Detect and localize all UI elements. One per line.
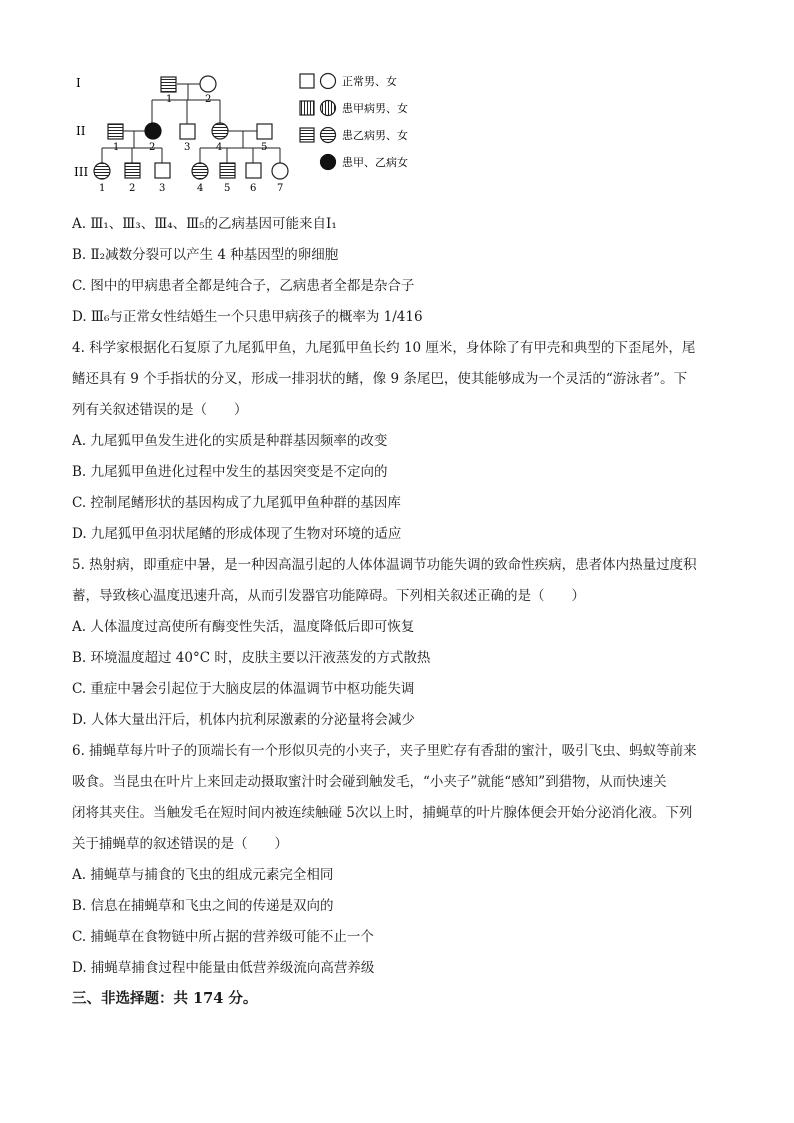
q6-option-a: A. 捕蝇草与捕食的飞虫的组成元素完全相同 bbox=[72, 867, 334, 883]
legend-jia-label: 患甲病男、女 bbox=[342, 102, 408, 115]
pedigree-iii4-female-yi bbox=[192, 163, 208, 179]
q3-option-c: C. 图中的甲病患者全都是纯合子，乙病患者全都是杂合子 bbox=[72, 278, 415, 294]
q6-option-b: B. 信息在捕蝇草和飞虫之间的传递是双向的 bbox=[72, 898, 334, 914]
q6-stem-line-3: 闭将其夹住。当触发毛在短时间内被连续触碰 5次以上时，捕蝇草的叶片腺体便会开始分泌消化液。下列 bbox=[72, 805, 693, 821]
pedigree-ii5-number: 5 bbox=[261, 142, 268, 153]
pedigree-iii1-female-yi bbox=[94, 163, 110, 179]
q3-option-b: B. Ⅱ₂减数分裂可以产生 4 种基因型的卵细胞 bbox=[72, 247, 339, 263]
generation-label-iii: III bbox=[74, 165, 89, 179]
legend-jia-yi-female-symbol bbox=[321, 155, 336, 170]
q4-option-d: D. 九尾狐甲鱼羽状尾鳍的形成体现了生物对环境的适应 bbox=[72, 526, 402, 542]
q4-stem-line-1: 4. 科学家根据化石复原了九尾狐甲鱼，九尾狐甲鱼长约 10 厘米，身体除了有甲壳和典型的下歪尾外，尾 bbox=[72, 340, 696, 356]
q6-stem-line-2: 吸食。当昆虫在叶片上来回走动摄取蜜汁时会碰到触发毛，“小夹子”就能“感知”到猎物，从而快速关 bbox=[72, 774, 667, 790]
q4-option-c: C. 控制尾鳍形状的基因构成了九尾狐甲鱼种群的基因库 bbox=[72, 495, 401, 511]
q6-option-c: C. 捕蝇草在食物链中所占据的营养级可能不止一个 bbox=[72, 929, 374, 945]
pedigree-iii6-number: 6 bbox=[250, 183, 257, 194]
pedigree-iii2-male-yi bbox=[125, 163, 140, 178]
pedigree-iii5-number: 5 bbox=[224, 183, 231, 194]
q5-option-a: A. 人体温度过高使所有酶变性失活，温度降低后即可恢复 bbox=[72, 619, 415, 635]
pedigree-ii2-number: 2 bbox=[149, 142, 156, 153]
q3-option-a: A. Ⅲ₁、Ⅲ₃、Ⅲ₄、Ⅲ₅的乙病基因可能来自Ⅰ₁ bbox=[72, 216, 337, 232]
pedigree-diagram bbox=[60, 60, 440, 200]
q6-stem-line-4: 关于捕蝇草的叙述错误的是（ ） bbox=[72, 836, 288, 852]
pedigree-iii1-number: 1 bbox=[99, 183, 106, 194]
pedigree-i1-male-yi bbox=[161, 77, 176, 92]
pedigree-iii4-number: 4 bbox=[197, 183, 204, 194]
legend-yi-male-symbol bbox=[300, 128, 314, 142]
pedigree-ii1-male-yi bbox=[108, 124, 123, 139]
pedigree-i1-number: 1 bbox=[166, 94, 173, 105]
pedigree-iii6-male-normal bbox=[246, 163, 261, 178]
pedigree-ii3-male-normal bbox=[180, 124, 195, 139]
legend-yi-label: 患乙病男、女 bbox=[342, 129, 408, 142]
pedigree-ii1-number: 1 bbox=[113, 142, 120, 153]
legend-jia-male-symbol bbox=[300, 101, 314, 115]
q4-stem-line-2: 鳍还具有 9 个手指状的分叉，形成一排羽状的鳍，像 9 条尾巴，使其能够成为一个灵活的“游泳者”。下 bbox=[72, 371, 688, 387]
legend-normal-male-symbol bbox=[300, 74, 314, 88]
pedigree-iii7-number: 7 bbox=[277, 183, 284, 194]
pedigree-ii4-female-yi bbox=[212, 123, 228, 139]
pedigree-ii2-female-jia-yi bbox=[145, 123, 161, 139]
pedigree-iii7-female-normal bbox=[272, 163, 288, 179]
pedigree-iii2-number: 2 bbox=[129, 183, 136, 194]
q5-option-b: B. 环境温度超过 40°C 时，皮肤主要以汗液蒸发的方式散热 bbox=[72, 650, 431, 666]
generation-label-ii: II bbox=[76, 124, 86, 138]
q5-stem-line-2: 蓄，导致核心温度迅速升高，从而引发器官功能障碍。下列相关叙述正确的是（ ） bbox=[72, 588, 585, 604]
legend-normal-female-symbol bbox=[321, 74, 336, 89]
pedigree-i2-female-normal bbox=[200, 76, 216, 92]
q4-option-b: B. 九尾狐甲鱼进化过程中发生的基因突变是不定向的 bbox=[72, 464, 388, 480]
q3-option-d: D. Ⅲ₆与正常女性结婚生一个只患甲病孩子的概率为 1/416 bbox=[72, 309, 423, 325]
q5-stem-line-1: 5. 热射病，即重症中暑，是一种因高温引起的人体体温调节功能失调的致命性疾病，患者体内热量过度积 bbox=[72, 557, 697, 573]
legend-normal-label: 正常男、女 bbox=[342, 75, 397, 88]
pedigree-ii5-male-normal bbox=[257, 124, 272, 139]
q5-option-c: C. 重症中暑会引起位于大脑皮层的体温调节中枢功能失调 bbox=[72, 681, 415, 697]
q4-option-a: A. 九尾狐甲鱼发生进化的实质是种群基因频率的改变 bbox=[72, 433, 388, 449]
q6-stem-line-1: 6. 捕蝇草每片叶子的顶端长有一个形似贝壳的小夹子，夹子里贮存有香甜的蜜汁，吸引飞虫、蚂蚁等前来 bbox=[72, 743, 697, 759]
q4-stem-line-3: 列有关叙述错误的是（ ） bbox=[72, 402, 248, 418]
section-heading: 三、非选择题：共 174 分。 bbox=[72, 990, 258, 1007]
pedigree-iii5-male-yi bbox=[220, 163, 235, 178]
legend-yi-female-symbol bbox=[321, 128, 336, 143]
pedigree-iii3-male-normal bbox=[155, 163, 170, 178]
generation-label-i: I bbox=[76, 76, 81, 90]
legend-jia-yi-label: 患甲、乙病女 bbox=[342, 156, 408, 169]
legend-jia-female-symbol bbox=[321, 101, 336, 116]
pedigree-ii4-number: 4 bbox=[216, 142, 223, 153]
q5-option-d: D. 人体大量出汗后，机体内抗利尿激素的分泌量将会减少 bbox=[72, 712, 415, 728]
pedigree-ii3-number: 3 bbox=[184, 142, 191, 153]
pedigree-i2-number: 2 bbox=[205, 94, 212, 105]
q6-option-d: D. 捕蝇草捕食过程中能量由低营养级流向高营养级 bbox=[72, 960, 375, 976]
pedigree-iii3-number: 3 bbox=[159, 183, 166, 194]
